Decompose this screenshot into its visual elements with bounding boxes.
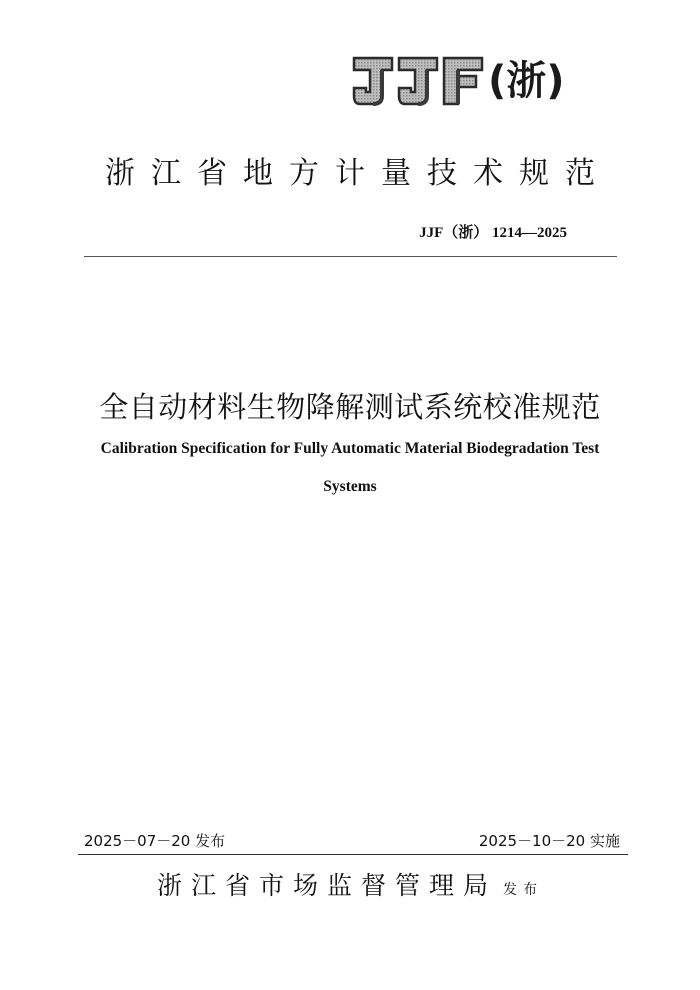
- document-title-english-line1: Calibration Specification for Fully Automatic Material Biodegradation Test: [100, 440, 600, 457]
- j-glyph-icon: [397, 56, 439, 106]
- logo-letter-f: [442, 56, 484, 106]
- publisher-line: [0, 866, 700, 902]
- effective-date: 2025－10－20 实施: [478, 832, 620, 850]
- logo-letter-j2: [397, 56, 439, 106]
- document-title-chinese: 全自动材料生物降解测试系统校准规范: [99, 390, 601, 424]
- logo-province-suffix: (浙): [488, 58, 565, 104]
- header-divider: [84, 256, 617, 257]
- standard-number: JJF（浙） 1214—2025: [419, 225, 567, 241]
- jjf-logo: [352, 55, 565, 107]
- publisher-name: 浙江省市场监督管理局: [156, 871, 497, 900]
- footer-divider: [78, 854, 628, 855]
- document-title-english-line2: Systems: [323, 478, 377, 495]
- logo-letters: [352, 56, 484, 106]
- j-glyph-icon: [352, 56, 394, 106]
- issue-date: 2025－07－20 发布: [84, 832, 226, 850]
- publisher-suffix: 发布: [503, 882, 543, 898]
- series-title: 浙江省地方计量技术规范: [105, 156, 611, 191]
- f-glyph-icon: [442, 56, 484, 106]
- logo-letter-j1: [352, 56, 394, 106]
